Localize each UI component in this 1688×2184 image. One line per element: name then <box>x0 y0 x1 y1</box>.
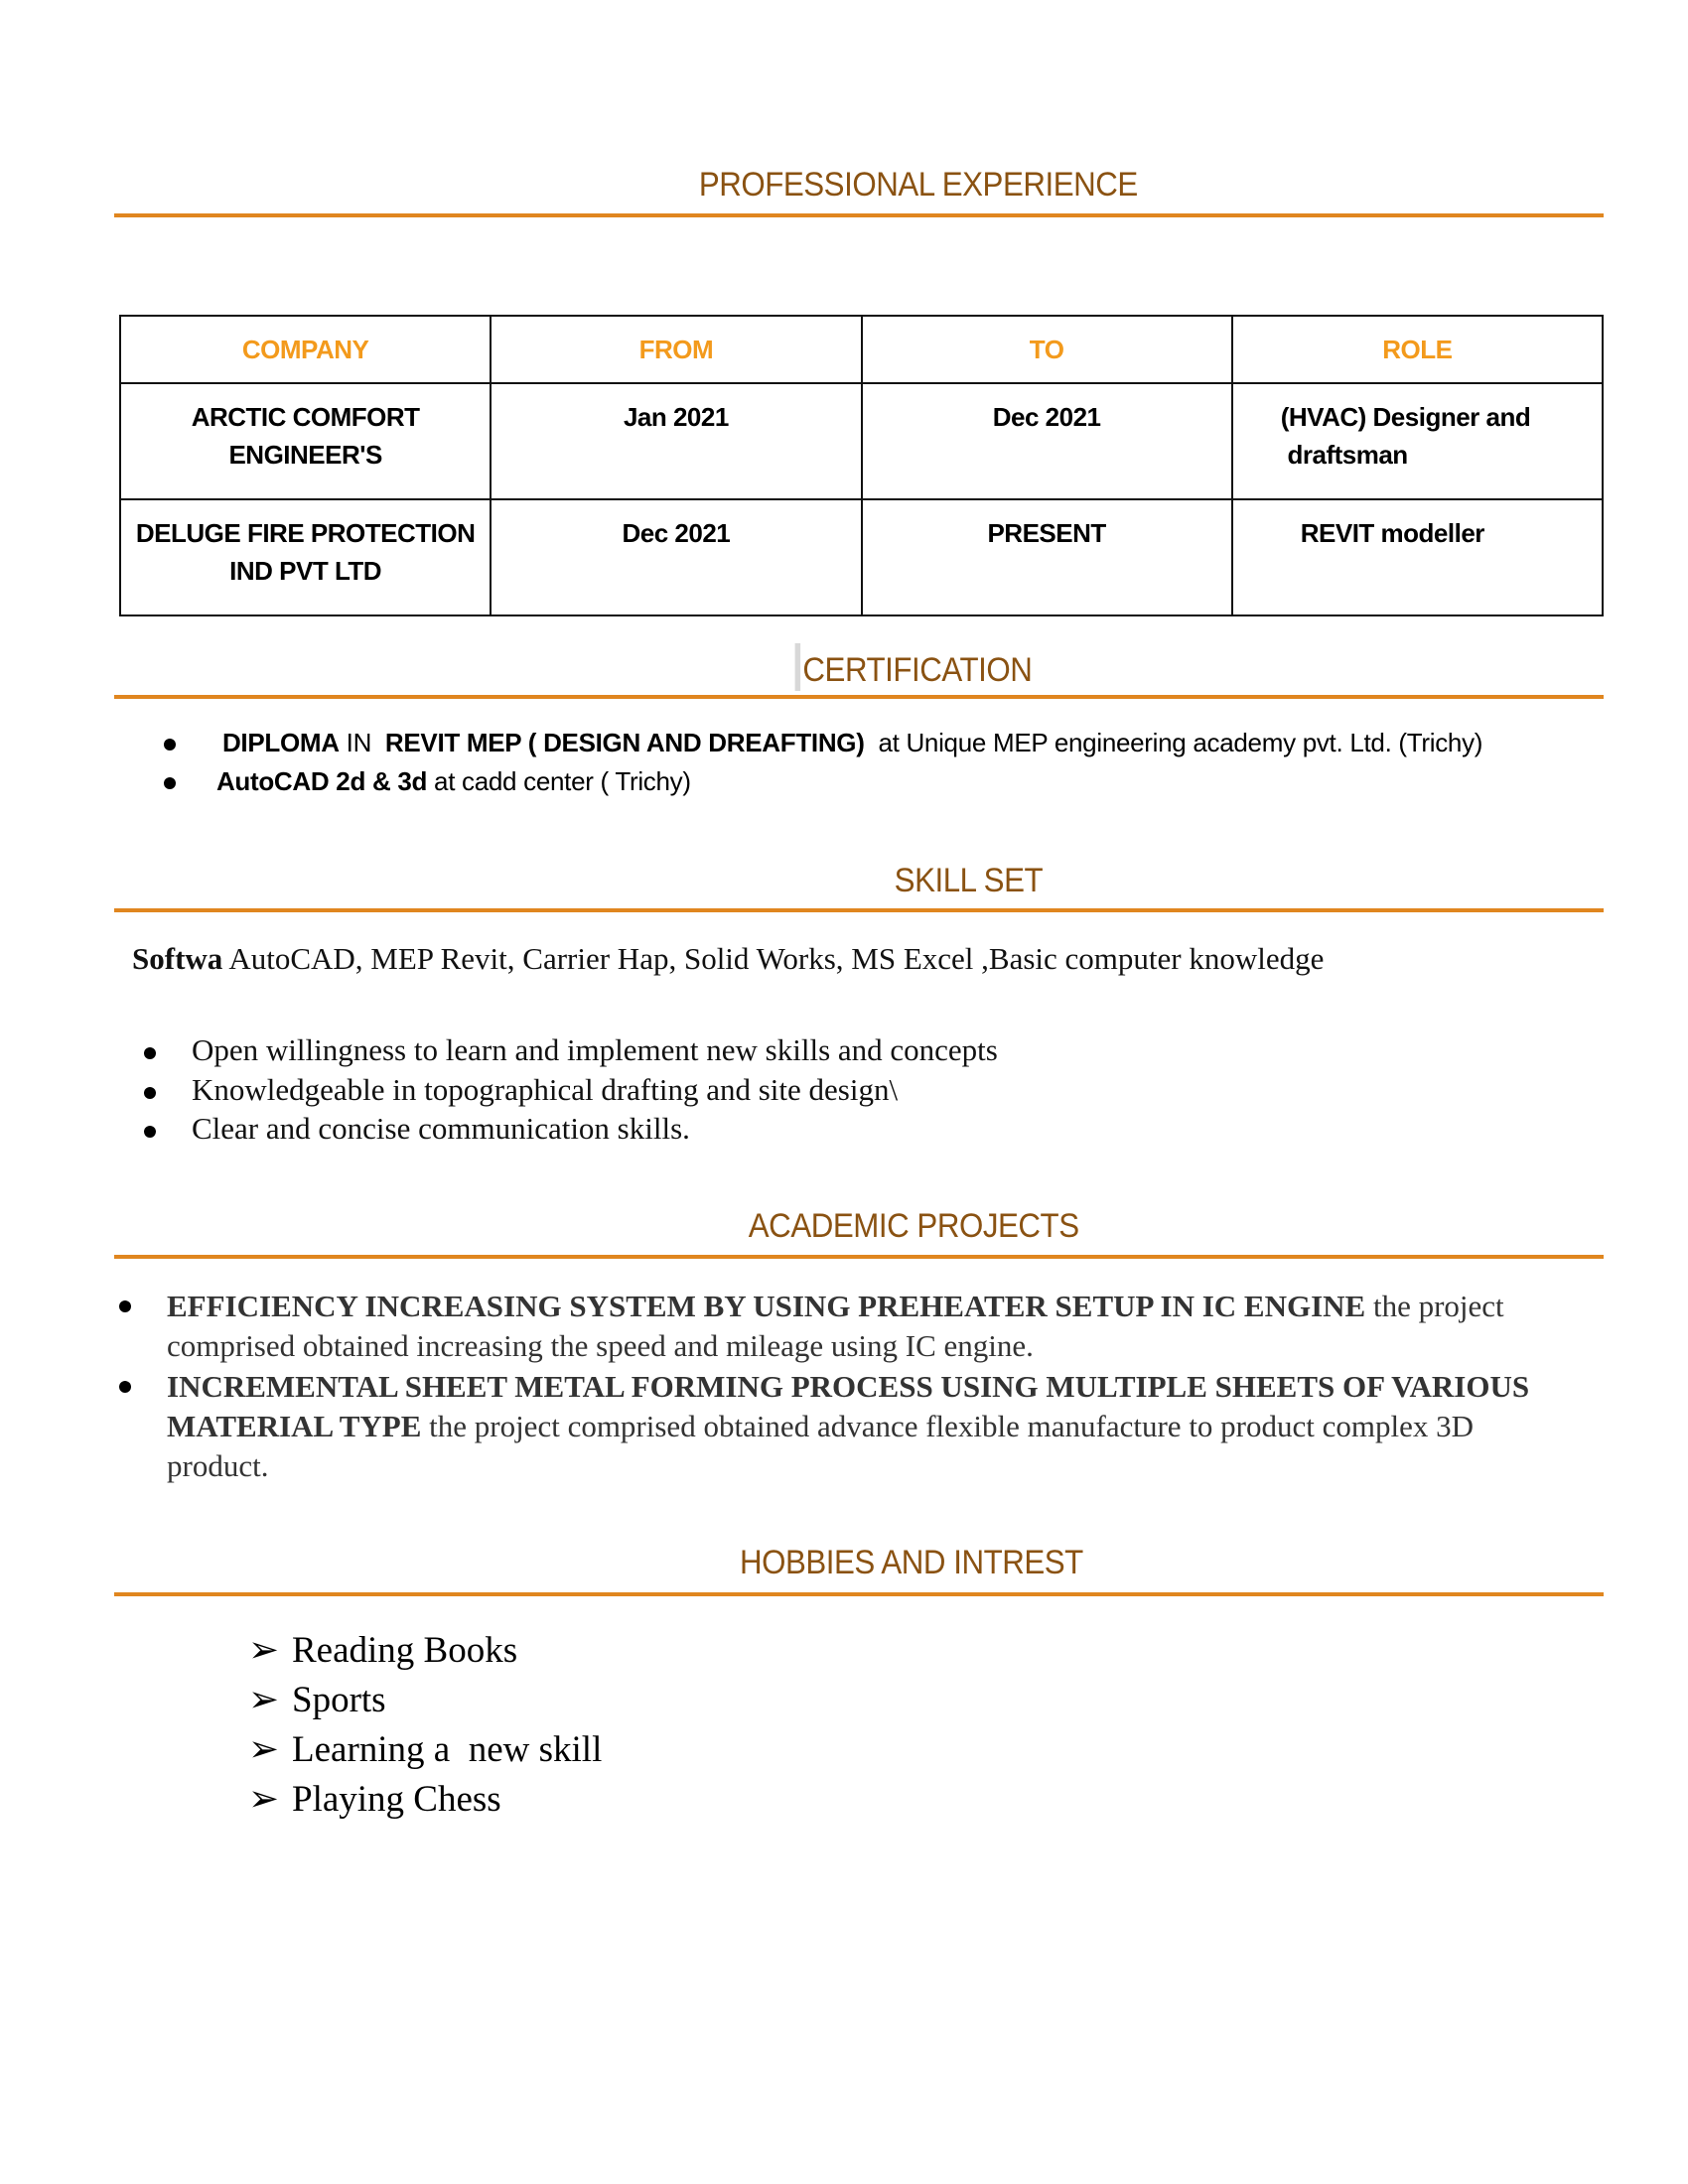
certification-item <box>164 728 1482 758</box>
arrowhead-icon: ➢ <box>248 1630 280 1671</box>
cell-company <box>120 499 491 615</box>
software-skills <box>132 941 1324 977</box>
cell-to: Dec 2021 <box>862 383 1232 499</box>
arrowhead-icon: ➢ <box>248 1729 280 1770</box>
section-divider <box>114 695 1604 699</box>
text-cursor-marker <box>795 643 801 691</box>
cell-to: PRESENT <box>862 499 1232 615</box>
bullet-icon <box>119 1381 131 1393</box>
skill-item <box>144 1111 690 1147</box>
skill-item <box>144 1032 998 1068</box>
section-divider <box>114 1592 1604 1596</box>
hobby-item <box>248 1678 386 1721</box>
bullet-icon <box>144 1126 156 1138</box>
table-row <box>120 499 1603 615</box>
cell-company <box>120 383 491 499</box>
section-divider <box>114 1255 1604 1259</box>
section-title-skills: SKILL SET <box>894 862 1044 899</box>
bullet-icon <box>119 1300 131 1312</box>
section-title-text: CERTIFICATION <box>802 651 1033 689</box>
company-line: ARCTIC COMFORT <box>191 402 420 432</box>
section-title-hobbies: HOBBIES AND INTREST <box>739 1544 1083 1581</box>
project-item <box>119 1287 1569 1366</box>
project-title: EFFICIENCY INCREASING SYSTEM BY USING PREHEATER SETUP IN IC ENGINE <box>167 1289 1366 1323</box>
certification-item <box>164 766 691 797</box>
project-description: the project comprised obtained increasing the speed and mileage using IC engine. <box>167 1289 1504 1363</box>
table-row <box>120 383 1603 499</box>
project-item <box>119 1367 1569 1486</box>
column-header-company: COMPANY <box>120 316 491 383</box>
company-line: IND PVT LTD <box>229 556 382 586</box>
project-description: the project comprised obtained advance flexible manufacture to product complex 3D product. <box>167 1409 1475 1483</box>
cert-institute: at Unique MEP engineering academy pvt. Ltd. (Trichy) <box>864 728 1483 757</box>
software-label: Softwa <box>132 941 223 976</box>
arrowhead-icon: ➢ <box>248 1779 280 1820</box>
bullet-icon <box>164 777 176 789</box>
section-divider <box>114 908 1604 912</box>
column-header-role: ROLE <box>1232 316 1603 383</box>
hobby-item <box>248 1777 501 1821</box>
cell-role: REVIT modeller <box>1232 499 1603 615</box>
role-line: draftsman <box>1287 440 1408 470</box>
hobby-text: Sports <box>292 1680 386 1720</box>
hobby-text: Playing Chess <box>292 1779 501 1820</box>
section-title-experience: PROFESSIONAL EXPERIENCE <box>698 166 1138 204</box>
bullet-icon <box>144 1087 156 1099</box>
column-header-from: FROM <box>491 316 861 383</box>
cell-role <box>1232 383 1603 499</box>
arrowhead-icon: ➢ <box>248 1680 280 1720</box>
software-list: AutoCAD, MEP Revit, Carrier Hap, Solid Works, MS Excel ,Basic computer knowledge <box>222 941 1325 976</box>
section-divider <box>114 213 1604 217</box>
cert-course: AutoCAD 2d & 3d <box>215 766 428 796</box>
cert-institute: at cadd center ( Trichy) <box>427 766 691 796</box>
table-header-row <box>120 316 1603 383</box>
project-title: INCREMENTAL SHEET METAL FORMING PROCESS USING MULTIPLE SHEETS OF VARIOUS MATERIAL TYPE <box>167 1369 1530 1443</box>
skill-item <box>144 1072 898 1108</box>
hobby-text: Reading Books <box>292 1630 518 1671</box>
cell-from: Jan 2021 <box>491 383 861 499</box>
hobby-item <box>248 1628 517 1672</box>
column-header-to: TO <box>862 316 1232 383</box>
hobby-item <box>248 1727 602 1771</box>
company-line: DELUGE FIRE PROTECTION <box>135 518 476 548</box>
cert-text: IN <box>339 728 385 757</box>
cert-course: REVIT MEP ( DESIGN AND DREAFTING) <box>384 728 865 757</box>
company-line: ENGINEER'S <box>228 440 382 470</box>
skill-text: Open willingness to learn and implement new skills and concepts <box>192 1032 998 1067</box>
cert-degree: DIPLOMA <box>221 728 340 757</box>
cell-from: Dec 2021 <box>491 499 861 615</box>
hobby-text: Learning a new skill <box>292 1729 603 1770</box>
experience-table <box>119 315 1604 616</box>
section-title-projects: ACADEMIC PROJECTS <box>748 1207 1079 1245</box>
bullet-icon <box>144 1047 156 1059</box>
role-line: (HVAC) Designer and <box>1280 402 1531 432</box>
bullet-icon <box>164 739 176 751</box>
skill-text: Clear and concise communication skills. <box>192 1111 690 1146</box>
section-title-certification <box>174 643 1544 691</box>
skill-text: Knowledgeable in topographical drafting and site design\ <box>192 1072 899 1107</box>
